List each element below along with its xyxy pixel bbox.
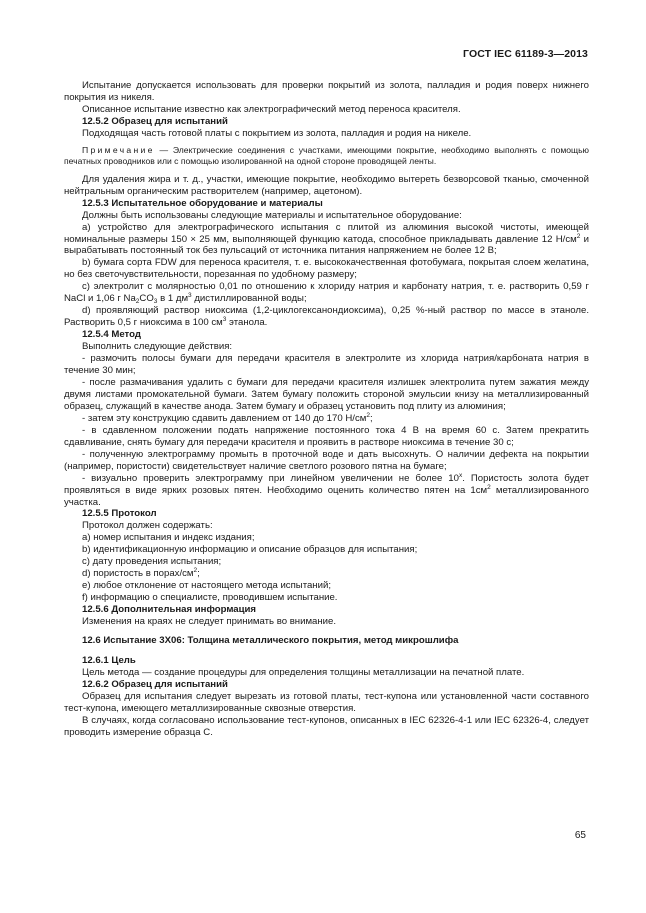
section-heading-12-5-6: 12.5.6 Дополнительная информация xyxy=(82,604,257,616)
list-item: f) информацию о специалисте, проводившем испытание. xyxy=(82,592,338,604)
paragraph: Описанное испытание известно как электрографический метод переноса красителя. xyxy=(82,103,461,115)
section-heading-12-5-4: 12.5.4 Метод xyxy=(82,329,141,341)
note-label: Примечание xyxy=(82,144,155,155)
paragraph: Протокол должен содержать: xyxy=(82,520,213,532)
list-item: - размочить полосы бумаги для передачи красителя в электролите из хлорида натрия/карбоната натрия в течение 30 мин; xyxy=(64,353,589,377)
list-item: е) любое отклонение от настоящего метода испытаний; xyxy=(82,580,331,592)
section-heading-12-6-1: 12.6.1 Цель xyxy=(82,654,136,666)
list-item: - после размачивания удалить с бумаги для передачи красителя излишек электролита путем зажатия между двумя листами промокательной бумаги. Затем бумагу положить стороной эмульсии книзу на металлизированный образец, служащий в качестве анода. Затем бумагу и образец установить под плиту из алюминия; xyxy=(64,376,589,412)
paragraph: В случаях, когда согласовано использование тест-купонов, описанных в IEC 62326-4-1 или IEC 62326-4, следует проводить измерение образца С. xyxy=(64,714,589,738)
page-number: 65 xyxy=(574,830,586,841)
section-heading-12-5-3: 12.5.3 Испытательное оборудование и материалы xyxy=(82,197,323,209)
paragraph: Образец для испытания следует вырезать из готовой платы, тест-купона или установленной части составного тест-купона, имеющего металлизированные сквозные отверстия. xyxy=(64,690,589,714)
note xyxy=(64,145,589,167)
list-item: а) номер испытания и индекс издания; xyxy=(82,532,255,544)
list-item: - в сдавленном положении подать напряжение постоянного тока 4 В на время 60 с. Затем прекратить сдавливание, снять бумагу для передачи красителя и проявить в растворе ниоксима в течение 30 с; xyxy=(64,424,589,448)
paragraph: Выполнить следующие действия: xyxy=(82,341,233,353)
list-item: b) идентификационную информацию и описание образцов для испытания; xyxy=(82,544,418,556)
section-heading-12-6-2: 12.6.2 Образец для испытаний xyxy=(82,678,228,690)
section-heading-12-5-5: 12.5.5 Протокол xyxy=(82,508,157,520)
list-item: а) устройство для электрографического испытания с плитой из алюминия высокой чистоты, имеющей номинальные размеры 150 × 25 мм, выполняющей функцию катода, способное прикладывать давление 12 $Н/см^2$ и вырабатывать постоянный ток без пульсаций от источника питания напряжением не более 12 В; xyxy=(64,221,589,257)
paragraph: Должны быть использованы следующие материалы и испытательное оборудование: xyxy=(82,209,462,221)
note-text: — Электрические соединения с участками, имеющими покрытие, необходимо выполнять с помощью печатных проводников или с помощью изолированной на одной стороне проводящей ленты. xyxy=(64,144,589,166)
document-header: ГОСТ IEC 61189-3—2013 xyxy=(463,48,588,60)
paragraph: Для удаления жира и т. д., участки, имеющие покрытие, необходимо вытереть безворсовой тканью, смоченной нейтральным органическим растворителем (например, ацетоном). xyxy=(64,173,589,197)
list-item: - затем эту конструкцию сдавить давлением от 140 до 170 $Н/см^2$; xyxy=(82,411,373,424)
list-item: d) проявляющий раствор ниоксима (1,2-циклогексанондиоксима), 0,25 %-ный раствор по массе в этаноле. Растворить 0,5 г ниоксима в 100 $см^3$ этанола. xyxy=(64,305,589,329)
list-item: b) бумага сорта FDW для переноса красителя, т. е. высококачественная фотобумага, покрытая слоем желатина, но без светочувствительности, порезанная по удобному размеру; xyxy=(64,257,589,281)
list-item: - визуально проверить электрограмму при линейном увеличении не более $10^х$. Пористость золота будет проявляться в виде ярких розовых пятен. Необходимо оценить количество пятен на $1см^2$ металлизированного участка. xyxy=(64,471,589,508)
section-heading-12-6: 12.6 Испытание 3Х06: Толщина металлического покрытия, метод микрошлифа xyxy=(82,634,459,646)
list-item: с) электролит с молярностью 0,01 по отношению к хлориду натрия и карбонату натрия, т. е. растворить 0,59 г NaCl и 1,06 г $Na_2CO_3$ в 1 $дм^3$ дистиллированной воды; xyxy=(64,281,589,306)
paragraph: Цель метода — создание процедуры для определения толщины металлизации на печатной плате. xyxy=(82,666,525,678)
paragraph: Подходящая часть готовой платы с покрытием из золота, палладия и родия на никеле. xyxy=(82,127,472,139)
list-item: - полученную электрограмму промыть в проточной воде и дать высохнуть. О наличии дефекта на покрытии (например, пористости) свидетельствует наличие светлого розового пятна на бумаге; xyxy=(64,448,589,472)
list-item: с) дату проведения испытания; xyxy=(82,556,222,568)
paragraph: Изменения на краях не следует принимать во внимание. xyxy=(82,616,337,628)
paragraph: Испытание допускается использовать для проверки покрытий из золота, палладия и родия поверх нижнего покрытия из никеля. xyxy=(64,80,589,103)
list-item: d) пористость в порах/$см^2$; xyxy=(82,567,200,580)
section-heading-12-5-2: 12.5.2 Образец для испытаний xyxy=(82,115,228,127)
document-body xyxy=(64,80,589,739)
